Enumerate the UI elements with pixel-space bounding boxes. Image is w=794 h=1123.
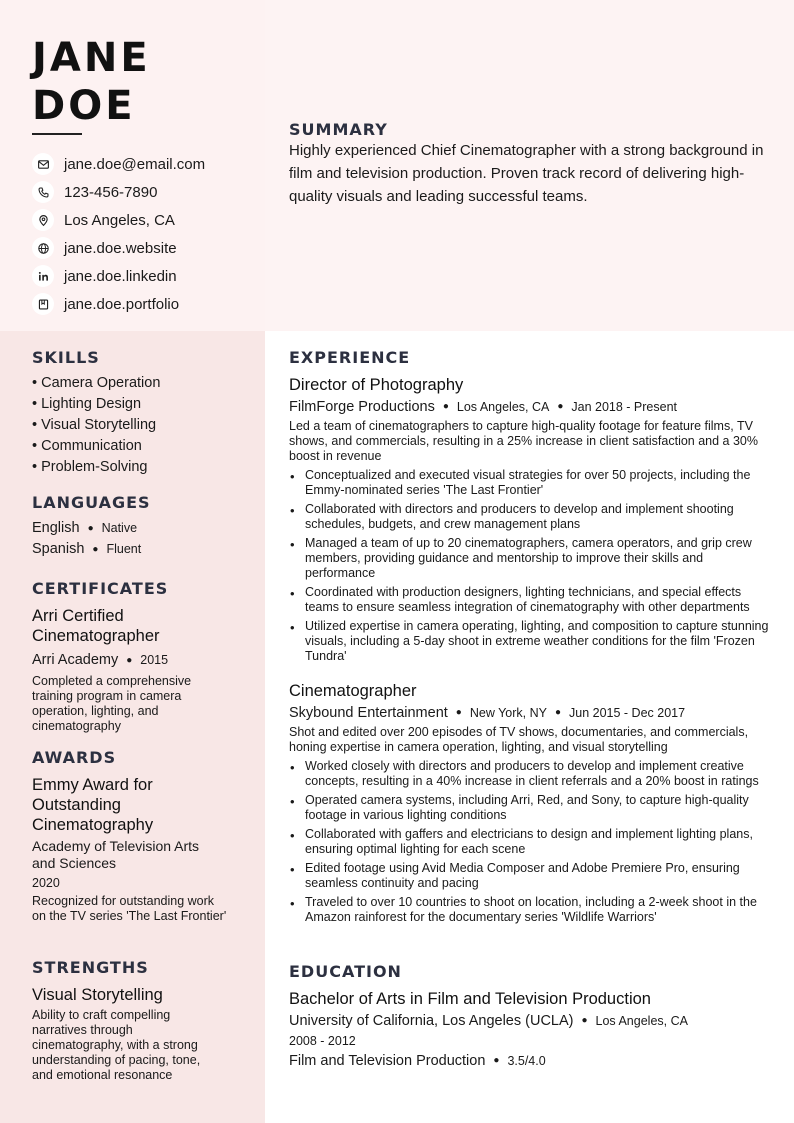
education-heading: EDUCATION: [289, 962, 402, 981]
bullet-item: • Edited footage using Avid Media Composer and Adobe Premiere Pro, ensuring seamless continuity and pacing: [289, 861, 774, 891]
job-entry: [289, 375, 774, 668]
language-name: English: [32, 520, 80, 536]
education-entry: [289, 989, 774, 1070]
bullet-item: • Managed a team of up to 20 cinematographers, camera operators, and grip crew members, providing guidance and mentorship to improve their skills and performance: [289, 536, 774, 581]
job-company: Skybound Entertainment: [289, 705, 448, 721]
education-gpa: 3.5/4.0: [507, 1054, 546, 1068]
skills-heading: SKILLS: [32, 348, 100, 367]
education-dates: 2008 - 2012: [289, 1034, 356, 1048]
job-meta: [289, 704, 774, 722]
language-level: Fluent: [106, 542, 142, 556]
skills-list: [32, 373, 237, 478]
summary-heading: SUMMARY: [289, 120, 388, 139]
candidate-name: [32, 34, 151, 130]
contact-list: [32, 150, 205, 318]
bullet-item: • Collaborated with gaffers and electricians to design and implement lighting plans, ensuring optimal lighting for each scene: [289, 827, 774, 857]
award-description: Recognized for outstanding work on the TV series 'The Last Frontier': [32, 894, 227, 923]
job-bullets: [289, 759, 774, 925]
award-name: Emmy Award for Outstanding Cinematography: [32, 776, 154, 834]
separator-dot: ●: [87, 523, 94, 534]
language-item: [32, 518, 237, 539]
job-entry: [289, 681, 774, 929]
education-degree: Bachelor of Arts in Film and Television Production: [289, 990, 651, 1008]
skill-item: • Communication: [32, 438, 142, 454]
awards-heading: AWARDS: [32, 748, 117, 767]
language-item: [32, 539, 237, 560]
strengths-heading: STRENGTHS: [32, 958, 149, 977]
award-entry: [32, 775, 227, 924]
separator-dot: ●: [442, 401, 449, 412]
strength-entry: [32, 985, 222, 1083]
job-dates: Jan 2018 - Present: [571, 400, 677, 414]
job-title: Cinematographer: [289, 682, 417, 700]
name-first: JANE: [32, 35, 151, 81]
job-title: Director of Photography: [289, 376, 464, 394]
job-company: FilmForge Productions: [289, 399, 435, 415]
bullet-item: • Traveled to over 10 countries to shoot on location, including a 2-week shoot in the Amazon rainforest for the documentary series 'Wildlife Warriors': [289, 895, 774, 925]
contact-phone[interactable]: [32, 178, 205, 206]
education-major-row: [289, 1052, 774, 1070]
certificate-meta: [32, 650, 222, 671]
contact-email[interactable]: [32, 150, 205, 178]
certificate-year: 2015: [140, 653, 169, 667]
certificate-description: Completed a comprehensive training program in camera operation, lighting, and cinematography: [32, 674, 192, 733]
contact-portfolio[interactable]: [32, 290, 205, 318]
bullet-item: • Worked closely with directors and producers to develop and implement creative concepts, resulting in a 40% increase in client referrals and a 20% boost in ratings: [289, 759, 774, 789]
separator-dot: ●: [554, 707, 562, 718]
contact-website[interactable]: [32, 234, 205, 262]
location-pin-icon: [32, 209, 54, 231]
name-last: DOE: [32, 83, 136, 129]
language-name: Spanish: [32, 541, 85, 557]
portfolio-icon: [32, 293, 54, 315]
languages-list: [32, 518, 237, 560]
separator-dot: ●: [493, 1055, 500, 1066]
separator-dot: ●: [581, 1015, 588, 1026]
education-school: University of California, Los Angeles (UCLA): [289, 1013, 574, 1029]
contact-website-text: jane.doe.website: [64, 239, 177, 257]
contact-linkedin[interactable]: [32, 262, 205, 290]
separator-dot: ●: [126, 655, 133, 666]
job-location: New York, NY: [469, 706, 547, 720]
job-location: Los Angeles, CA: [456, 400, 550, 414]
linkedin-icon: [32, 265, 54, 287]
contact-portfolio-text: jane.doe.portfolio: [64, 295, 180, 313]
bullet-item: • Coordinated with production designers, lighting technicians, and special effects teams to ensure seamless integration of cinematography with other departments: [289, 585, 774, 615]
job-meta: [289, 398, 774, 416]
certificate-name: Arri Certified Cinematographer: [32, 607, 160, 645]
certificate-issuer: Arri Academy: [32, 652, 119, 668]
contact-location: [32, 206, 205, 234]
globe-icon: [32, 237, 54, 259]
education-location: Los Angeles, CA: [595, 1014, 688, 1028]
job-summary: Shot and edited over 200 episodes of TV shows, documentaries, and commercials, honing expertise in camera operation, lighting, and visual storytelling: [289, 725, 749, 754]
mail-icon: [32, 153, 54, 175]
skill-item: • Problem-Solving: [32, 459, 148, 475]
contact-email-text: jane.doe@email.com: [64, 155, 206, 173]
language-level: Native: [101, 521, 138, 535]
skill-item: • Camera Operation: [32, 375, 161, 391]
education-major: Film and Television Production: [289, 1053, 486, 1069]
education-meta: [289, 1012, 774, 1030]
job-summary: Led a team of cinematographers to capture high-quality footage for feature films, TV shows, and commercials, resulting in a 25% increase in client satisfaction and a 30% boost in revenue: [289, 419, 758, 463]
contact-location-text: Los Angeles, CA: [64, 211, 175, 229]
bullet-item: • Conceptualized and executed visual strategies for over 50 projects, including the Emmy-nominated series 'The Last Frontier': [289, 468, 774, 498]
job-dates: Jun 2015 - Dec 2017: [569, 706, 686, 720]
job-bullets: [289, 468, 774, 664]
separator-dot: ●: [92, 544, 99, 555]
strength-name: Visual Storytelling: [32, 986, 163, 1004]
strength-description: Ability to craft compelling narratives through cinematography, with a strong understanding of pacing, tone, and emotional resonance: [32, 1008, 201, 1082]
skill-item: • Visual Storytelling: [32, 417, 157, 433]
phone-icon: [32, 181, 54, 203]
separator-dot: ●: [455, 707, 462, 718]
languages-heading: LANGUAGES: [32, 493, 151, 512]
bullet-item: • Operated camera systems, including Arri, Red, and Sony, to capture high-quality footage in various lighting conditions: [289, 793, 774, 823]
experience-heading: EXPERIENCE: [289, 348, 411, 367]
skill-item: • Lighting Design: [32, 396, 142, 412]
bullet-item: • Utilized expertise in camera operating, lighting, and composition to capture stunning visuals, including a 5-day shoot in extreme weather conditions for the film 'Frozen Tundra': [289, 619, 774, 664]
summary-text: Highly experienced Chief Cinematographer with a strong background in film and television production. Proven track record of delivering high-quality visuals and leading successful teams.: [289, 142, 764, 205]
award-issuer: Academy of Television Arts and Sciences: [32, 838, 200, 871]
name-divider: [32, 133, 82, 135]
certificate-entry: [32, 606, 222, 734]
award-year: 2020: [32, 876, 60, 890]
bullet-item: • Collaborated with directors and producers to develop and implement shooting schedules, budgets, and crew management plans: [289, 502, 774, 532]
certificates-heading: CERTIFICATES: [32, 579, 169, 598]
separator-dot: ●: [557, 401, 564, 412]
contact-linkedin-text: jane.doe.linkedin: [64, 267, 177, 285]
contact-phone-text: 123-456-7890: [64, 183, 158, 201]
